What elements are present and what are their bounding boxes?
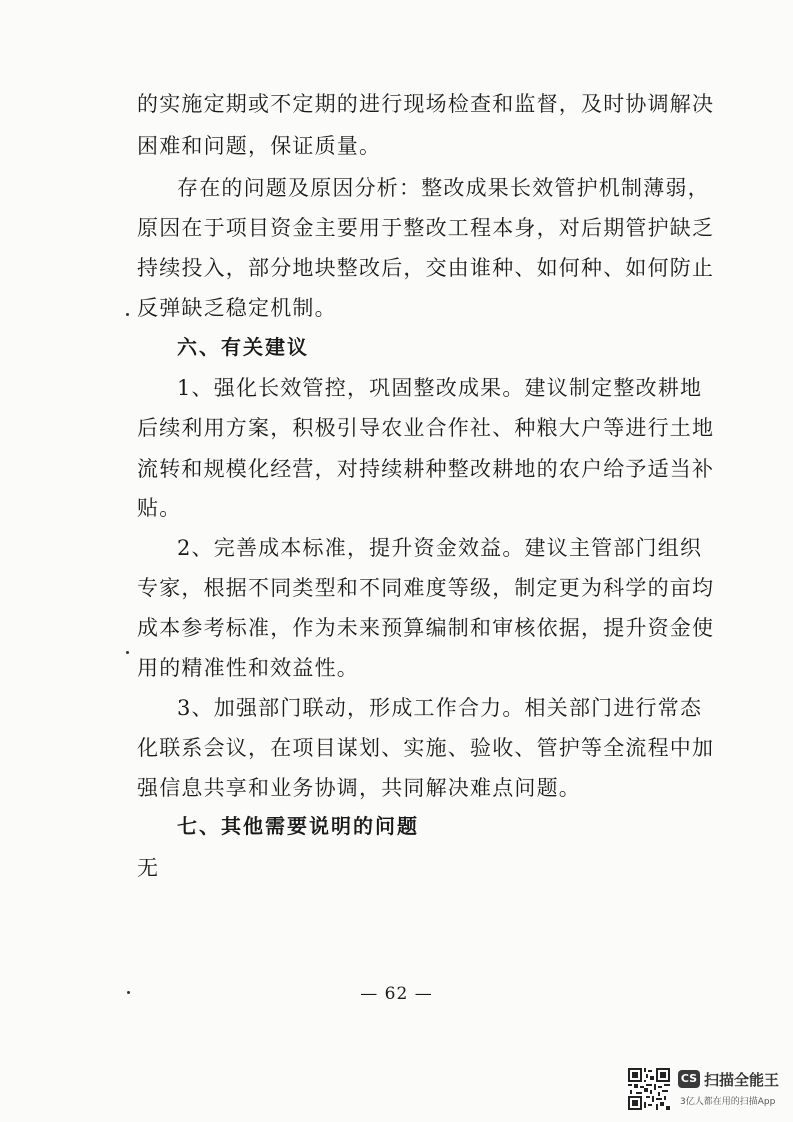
- paragraph-line: 2、完善成本标准，提升资金效益。建议主管部门组织: [177, 536, 703, 560]
- scan-speck: [126, 651, 129, 654]
- paragraph-line: 强信息共享和业务协调，共同解决难点问题。: [137, 776, 581, 800]
- paragraph-line: 存在的问题及原因分析：整改成果长效管护机制薄弱，: [177, 176, 710, 200]
- paragraph-line: 无: [137, 856, 160, 880]
- scanner-watermark: [628, 1068, 778, 1110]
- paragraph-line: 的实施定期或不定期的进行现场检查和监督，及时协调解决: [137, 92, 715, 116]
- paragraph-line: 流转和规模化经营，对持续耕种整改耕地的农户给予适当补: [137, 457, 715, 481]
- brand-name: 扫描全能王: [704, 1071, 780, 1089]
- paragraph-line: 化联系会议，在项目谋划、实施、验收、管护等全流程中加: [137, 736, 715, 760]
- section-heading: 七、其他需要说明的问题: [177, 814, 419, 838]
- paragraph-line: 原因在于项目资金主要用于整改工程本身，对后期管护缺乏: [137, 216, 715, 240]
- brand-slogan: 3亿人都在用的扫描App: [680, 1097, 776, 1107]
- page-number: — 62 —: [360, 984, 433, 1004]
- qr-code-icon: [628, 1068, 670, 1110]
- paragraph-line: 贴。: [137, 496, 182, 520]
- scan-speck: [126, 313, 129, 316]
- paragraph-line: 3、加强部门联动，形成工作合力。相关部门进行常态: [177, 696, 703, 720]
- paragraph-line: 用的精准性和效益性。: [137, 656, 359, 680]
- camscanner-logo: CS: [678, 1070, 700, 1088]
- paragraph-line: 后续利用方案，积极引导农业合作社、种粮大户等进行土地: [137, 416, 715, 440]
- section-heading: 六、有关建议: [177, 335, 309, 359]
- paragraph-line: 1、强化长效管控，巩固整改成果。建议制定整改耕地: [177, 376, 703, 400]
- paragraph-line: 持续投入，部分地块整改后，交由谁种、如何种、如何防止: [137, 256, 715, 280]
- paragraph-line: 专家，根据不同类型和不同难度等级，制定更为科学的亩均: [137, 576, 715, 600]
- paragraph-line: 成本参考标准，作为未来预算编制和审核依据，提升资金使: [137, 616, 715, 640]
- paragraph-line: 反弹缺乏稳定机制。: [137, 296, 337, 320]
- paragraph-line: 困难和问题，保证质量。: [137, 134, 382, 158]
